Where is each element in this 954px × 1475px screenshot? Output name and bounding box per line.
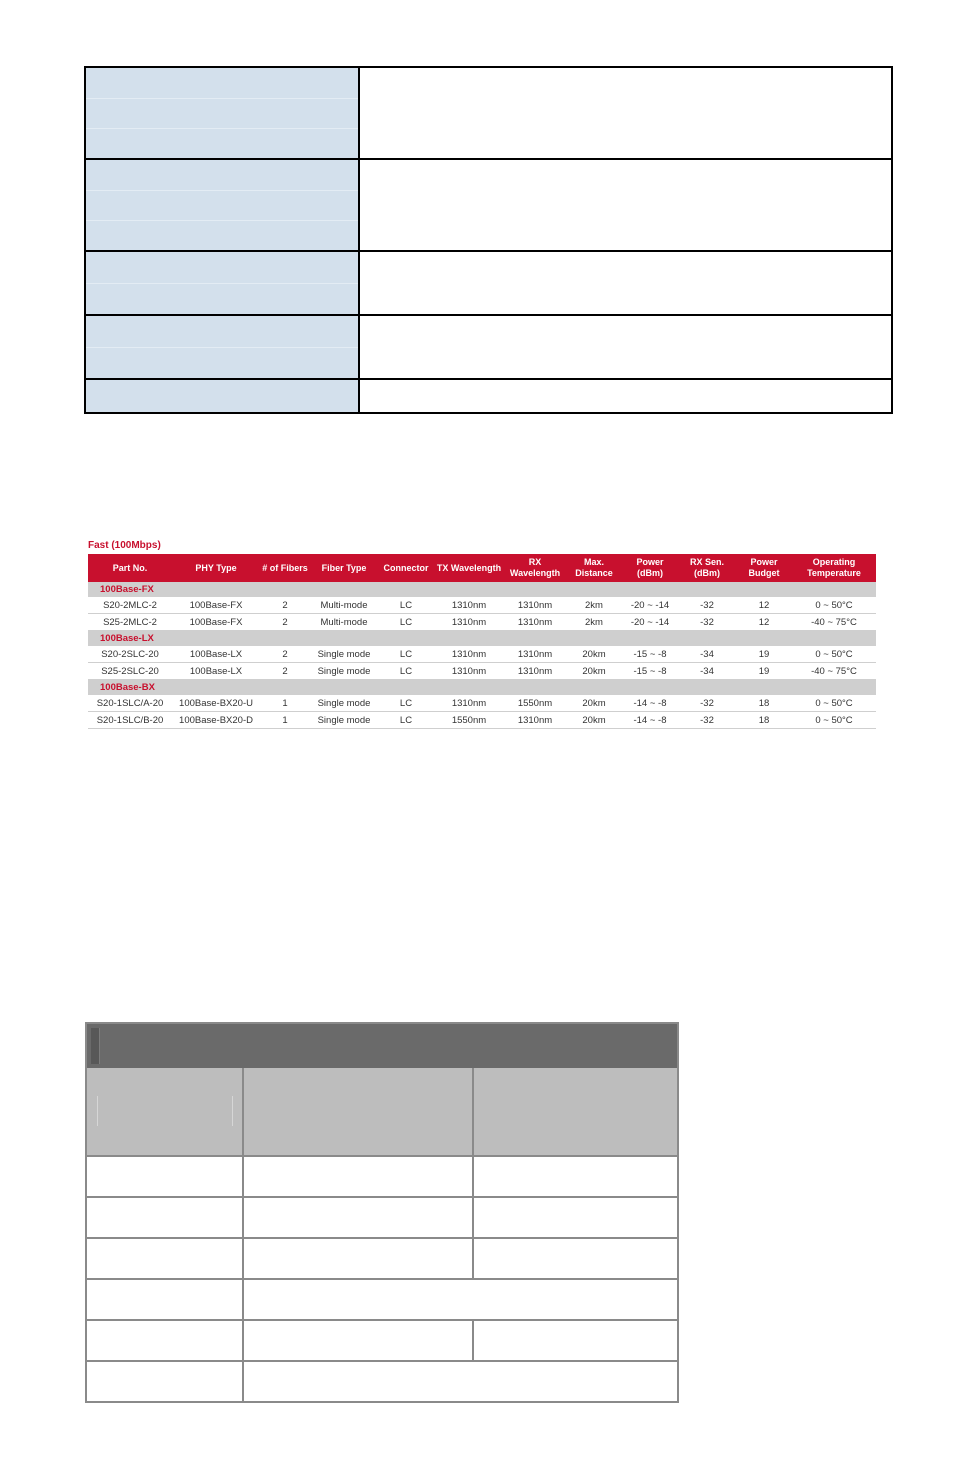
column-header: Connector (378, 554, 434, 582)
table-cell: 1310nm (504, 663, 566, 680)
column-header: # of Fibers (260, 554, 310, 582)
product-table (88, 554, 876, 729)
table-cell: -20 ~ -14 (622, 597, 678, 614)
table-cell: S20-2SLC-20 (88, 646, 172, 663)
table-cell: S25-2SLC-20 (88, 663, 172, 680)
table-cell: LC (378, 614, 434, 631)
table-cell: 20km (566, 712, 622, 729)
table-cell: LC (378, 597, 434, 614)
table-cell: -20 ~ -14 (622, 614, 678, 631)
table-cell: 0 ~ 50°C (792, 712, 876, 729)
group-row (88, 680, 876, 696)
table-row (88, 646, 876, 663)
table-cell: Single mode (310, 712, 378, 729)
table-cell: 12 (736, 614, 792, 631)
product-table-header-row (88, 554, 876, 582)
column-header: Power Budget (736, 554, 792, 582)
table-cell: -40 ~ 75°C (792, 663, 876, 680)
spec-label-cell (85, 315, 359, 379)
spec-label-cell (85, 379, 359, 413)
table-cell: 100Base-FX (172, 614, 260, 631)
table-cell: Multi-mode (310, 597, 378, 614)
table-cell: S20-1SLC/B-20 (88, 712, 172, 729)
table-cell: 1 (260, 712, 310, 729)
spec-table (84, 66, 893, 414)
table-cell: 19 (736, 663, 792, 680)
table-cell: 2 (260, 614, 310, 631)
table-cell: 1310nm (504, 712, 566, 729)
product-table-block (88, 538, 876, 729)
table-cell: 0 ~ 50°C (792, 646, 876, 663)
table-cell: S20-2MLC-2 (88, 597, 172, 614)
spec-value-cell (359, 379, 892, 413)
table-cell: 20km (566, 646, 622, 663)
column-header: Part No. (88, 554, 172, 582)
table-cell: LC (378, 663, 434, 680)
column-header: RX Wavelength (504, 554, 566, 582)
table-cell: 2km (566, 614, 622, 631)
table-cell: 18 (736, 695, 792, 712)
table-cell: 1310nm (434, 646, 504, 663)
column-header: Power (dBm) (622, 554, 678, 582)
table-cell: -15 ~ -8 (622, 663, 678, 680)
table-cell: LC (378, 712, 434, 729)
table-cell: Single mode (310, 646, 378, 663)
table-cell: 1310nm (504, 646, 566, 663)
column-header: PHY Type (172, 554, 260, 582)
table-cell: Single mode (310, 663, 378, 680)
product-table-title: Fast (100Mbps) (88, 540, 161, 551)
spec-label-cell (85, 251, 359, 315)
table-cell: LC (378, 646, 434, 663)
table-cell: 1550nm (434, 712, 504, 729)
spec-value-cell (359, 159, 892, 251)
table-cell: 1310nm (504, 597, 566, 614)
spec-label-cell (85, 67, 359, 159)
group-label: 100Base-LX (88, 631, 876, 647)
spec-value-cell (359, 251, 892, 315)
table-cell: 1310nm (434, 597, 504, 614)
spec-label-cell (85, 159, 359, 251)
table-cell: Multi-mode (310, 614, 378, 631)
spec-value-cell (359, 67, 892, 159)
spec-value-cell (359, 315, 892, 379)
group-row (88, 582, 876, 597)
table-cell: LC (378, 695, 434, 712)
table-cell: -32 (678, 695, 736, 712)
grey-table (85, 1022, 679, 1403)
column-header: RX Sen. (dBm) (678, 554, 736, 582)
table-cell: 100Base-BX20-D (172, 712, 260, 729)
table-cell: 2 (260, 597, 310, 614)
table-row (88, 614, 876, 631)
table-cell: -14 ~ -8 (622, 695, 678, 712)
table-row (88, 712, 876, 729)
table-cell: Single mode (310, 695, 378, 712)
table-row (88, 695, 876, 712)
table-cell: 1550nm (504, 695, 566, 712)
table-cell: -15 ~ -8 (622, 646, 678, 663)
table-cell: 100Base-BX20-U (172, 695, 260, 712)
column-header: Operating Temperature (792, 554, 876, 582)
group-row (88, 631, 876, 647)
table-cell: -34 (678, 646, 736, 663)
table-cell: 12 (736, 597, 792, 614)
table-cell: 1310nm (434, 663, 504, 680)
table-cell: -32 (678, 614, 736, 631)
table-cell: -40 ~ 75°C (792, 614, 876, 631)
table-cell: 18 (736, 712, 792, 729)
table-cell: 2 (260, 646, 310, 663)
column-header: TX Wavelength (434, 554, 504, 582)
table-cell: 1310nm (504, 614, 566, 631)
table-cell: 2 (260, 663, 310, 680)
table-cell: 0 ~ 50°C (792, 695, 876, 712)
column-header: Max. Distance (566, 554, 622, 582)
table-row (88, 597, 876, 614)
table-cell: 20km (566, 663, 622, 680)
grey-table-header (87, 1024, 677, 1068)
table-cell: 19 (736, 646, 792, 663)
table-cell: 1310nm (434, 614, 504, 631)
table-cell: -32 (678, 712, 736, 729)
table-cell: S20-1SLC/A-20 (88, 695, 172, 712)
column-header: Fiber Type (310, 554, 378, 582)
table-cell: -14 ~ -8 (622, 712, 678, 729)
table-cell: 100Base-LX (172, 663, 260, 680)
table-cell: 100Base-LX (172, 646, 260, 663)
table-cell: 0 ~ 50°C (792, 597, 876, 614)
group-label: 100Base-BX (88, 680, 876, 696)
table-cell: -34 (678, 663, 736, 680)
table-cell: 1 (260, 695, 310, 712)
grey-table-subheader (87, 1068, 677, 1156)
group-label: 100Base-FX (88, 582, 876, 597)
table-cell: 20km (566, 695, 622, 712)
table-cell: 2km (566, 597, 622, 614)
table-row (88, 663, 876, 680)
table-cell: 100Base-FX (172, 597, 260, 614)
table-cell: S25-2MLC-2 (88, 614, 172, 631)
table-cell: 1310nm (434, 695, 504, 712)
table-cell: -32 (678, 597, 736, 614)
